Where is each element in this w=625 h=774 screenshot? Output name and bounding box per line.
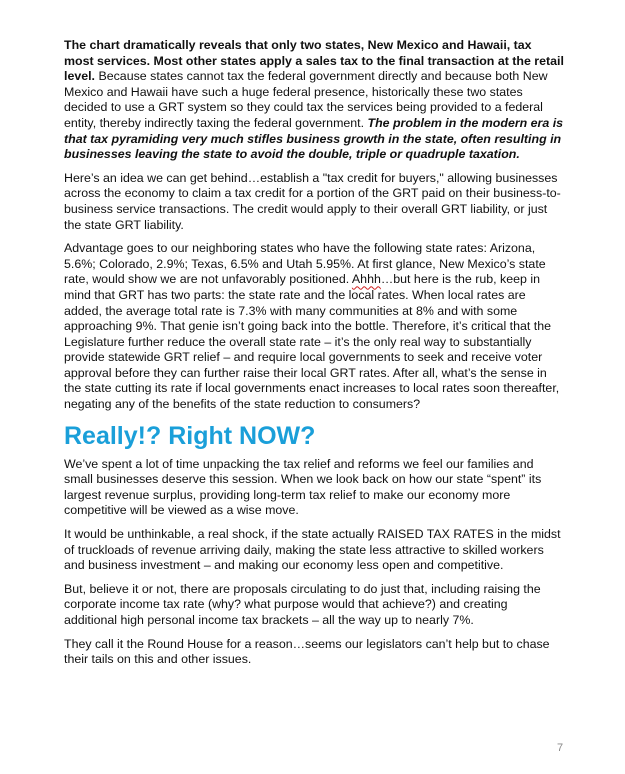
paragraph-tax-relief-session: We’ve spent a lot of time unpacking the tax relief and reforms we feel our families and small businesses deserve this session. When we look back on how our state “spent” its largest revenue surplus, providing long-term tax relief to make our economy more competitive will be viewed as a wise move.: [64, 456, 542, 518]
paragraph-bold-lead: The chart dramatically reveals that only two states, New Mexico and Hawaii, tax most services. Most other states apply a sales tax to the final transaction at the retail level.: [64, 38, 564, 84]
paragraph-body-text: Because states cannot tax the federal government directly and because both New Mexico and Hawaii have such a huge federal presence, historically these two states decided to use a GRT system so they could tax the services being provided to a federal entity, thereby indirectly taxing the federal government.: [64, 69, 548, 130]
page-number: 7: [557, 742, 564, 754]
paragraph-round-house: They call it the Round House for a reason…seems our legislators can’t help but to chase their tails on this and other issues.: [64, 636, 550, 667]
paragraph-neighboring-states: [64, 241, 564, 413]
paragraph-proposals: But, believe it or not, there are proposals circulating to do just that, including raising the corporate income tax rate (why? what purpose would that achieve?) and creating additional high personal income tax brackets – all the way up to nearly 7%.: [64, 581, 541, 627]
paragraph-gross-receipts-intro: [64, 38, 564, 163]
paragraph-neighbor-rates-text: Advantage goes to our neighboring states who have the following state rates: Arizona, 5.6%; Colorado, 2.9%; Texas, 6.5% and Utah 5.95%. At first glance, New Mexico’s state rate, would show we are not unfavorably positioned.: [64, 241, 546, 287]
paragraph-raised-tax-rates: It would be unthinkable, a real shock, if the state actually RAISED TAX RATES in the midst of truckloads of revenue arriving daily, making the state less attractive to skilled workers and business investment – and making our economy less open and competitive.: [64, 527, 561, 573]
paragraph-local-rates-text: …but here is the rub, keep in mind that GRT has two parts: the state rate and the local rates. When local rates are added, the average total rate is 7.3% with many communities at 8% and with some approaching 9%. That genie isn’t going back into the bottle. Therefore, it’s critical that the Legislature further reduce the overall state rate – it’s the only real way to substantially provide statewide GRT relief – and require local governments to seek and receive voter approval before they can further raise their local GRT rates. After all, what’s the sense in the state cutting its rate if local governments enact increases to local rates soon thereafter, negating any of the benefits of the state reduction to consumers?: [64, 272, 560, 412]
section-heading: Really!? Right NOW?: [64, 421, 316, 450]
paragraph-tax-credit-idea: Here’s an idea we can get behind…establish a "tax credit for buyers," allowing businesses across the economy to claim a tax credit for a portion of the GRT paid on their business-to-business service transactions. The credit would apply to their overall GRT liability, or just the state GRT liability.: [64, 170, 561, 232]
paragraph-bold-italic-emphasis: The problem in the modern era is that tax pyramiding very much stifles business growth in the state, often resulting in businesses leaving the state to avoid the double, triple or quadruple taxation.: [64, 115, 564, 162]
document-page: [64, 38, 564, 676]
spellcheck-flagged-word: Ahhh: [351, 272, 381, 287]
